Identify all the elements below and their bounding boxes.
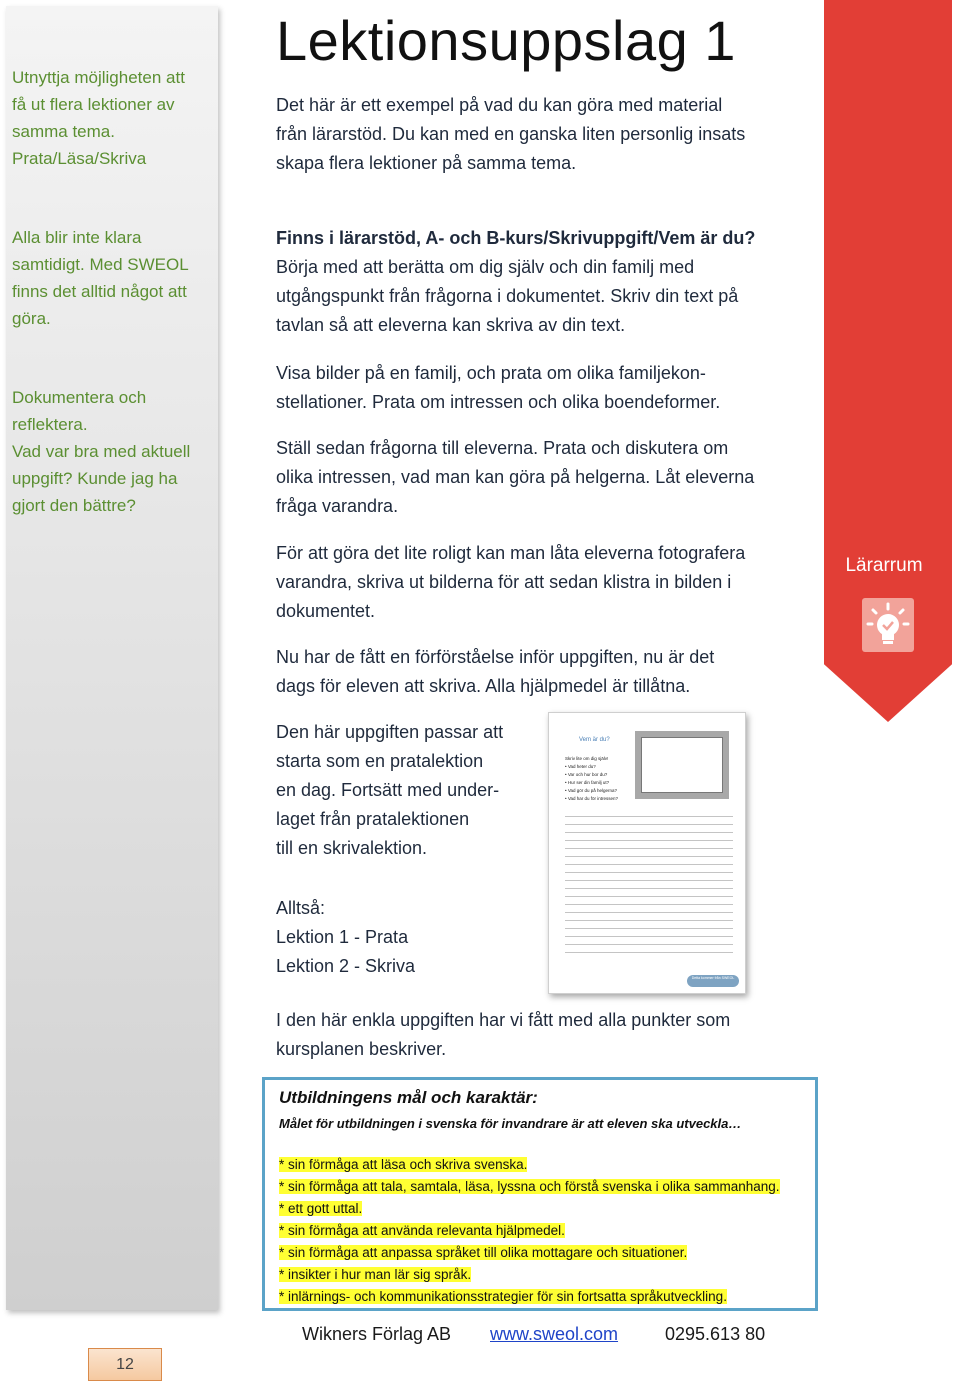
goal-item: * ett gott uttal. <box>279 1201 363 1216</box>
sidebar-note-themes: Utnyttja möjligheten att få ut flera lektioner av samma tema. Prata/Läsa/Skriva <box>12 68 185 168</box>
thumbnail-questions: Skriv lite om dig själv! • Vad heter du? • Var och hur bor du? • Hur ser din familj ut? • Vad gör du på helgerna? • Vad har du för intressen? <box>565 756 619 801</box>
sidebar-note-pace: Alla blir inte klara samtidigt. Med SWEOL finns det alltid något att göra. <box>12 228 189 328</box>
goal-item: * sin förmåga att tala, samtala, läsa, lyssna och förstå svenska i olika sammanhang. <box>279 1179 780 1194</box>
goal-item: * sin förmåga att använda relevanta hjälpmedel. <box>279 1223 565 1238</box>
writing-paragraph: Nu har de fått en förförståelse inför uppgiften, nu är det dags för eleven att skriva. Alla hjälpmedel är tillåtna. <box>276 647 715 696</box>
sidebar-note-reflect: Dokumentera och reflektera. Vad var bra med aktuell uppgift? Kunde jag ha gjort den bättre? <box>12 388 191 515</box>
footer-website-link[interactable]: www.sweol.com <box>490 1324 619 1344</box>
thumbnail-title: Vem är du? <box>579 737 610 743</box>
photo-paragraph: För att göra det lite roligt kan man låta eleverna fotografera varandra, skriva ut bilderna för att sedan klistra in bilden i dokumentet. <box>276 543 746 621</box>
questions-paragraph: Ställ sedan frågorna till eleverna. Prata och diskutera om olika intressen, vad man kan göra på helgerna. Låt eleverna fråga varandra. <box>276 438 755 516</box>
goals-title: Utbildningens mål och karaktär: <box>279 1088 538 1107</box>
goal-item: * inlärnings- och kommunikationsstrategier för sin fortsatta språkutveckling. <box>279 1289 727 1304</box>
page-title: Lektionsuppslag 1 <box>276 9 736 72</box>
page-number: 12 <box>88 1348 162 1381</box>
lesson-tip-paragraph: Den här uppgiften passar att starta som en pratalektion en dag. Fortsätt med under- laget från pratalektionen till en skrivalektion. <box>276 722 504 858</box>
goals-subtitle: Målet för utbildningen i svenska för invandrare är att eleven ska utveckla… <box>279 1116 742 1131</box>
goal-item: * insikter i hur man lär sig språk. <box>279 1267 472 1282</box>
photo-frame <box>635 731 729 799</box>
lesson-summary: Alltså: Lektion 1 - Prata Lektion 2 - Skriva <box>276 898 416 976</box>
source-paragraph: Finns i lärarstöd, A- och B-kurs/Skrivuppgift/Vem är du? Börja med att berätta om dig själv och din familj med utgångspunkt från frågorna i dokumentet. Skriv din text på tavlan så att eleverna kan skriva av din text. <box>276 224 806 340</box>
intro-paragraph: Det här är ett exempel på vad du kan göra med material från lärarstöd. Du kan med en ganska liten personlig insats skapa flera lektioner på samma tema. <box>276 95 746 173</box>
course-goals-box <box>262 1077 818 1311</box>
source-heading: Finns i lärarstöd, A- och B-kurs/Skrivuppgift/Vem är du? <box>276 228 756 248</box>
banner-label: Lärarrum <box>845 555 923 576</box>
sidebar <box>6 6 218 1310</box>
lightbulb-icon <box>862 598 914 652</box>
goal-item: * sin förmåga att anpassa språket till olika mottagare och situationer. <box>279 1245 688 1260</box>
worksheet-thumbnail <box>548 712 746 994</box>
curriculum-paragraph: I den här enkla uppgiften har vi fått med alla punkter som kursplanen beskriver. <box>276 1010 731 1059</box>
writing-lines <box>565 809 733 953</box>
family-paragraph: Visa bilder på en familj, och prata om olika familjekon- stellationer. Prata om intressen och olika boendeformer. <box>276 363 721 412</box>
footer-publisher: Wikners Förlag AB <box>302 1324 452 1344</box>
goal-item: * sin förmåga att läsa och skriva svenska. <box>279 1157 528 1172</box>
goals-list <box>279 1154 780 1308</box>
thumbnail-badge: Detta kommer från SWEOL <box>687 975 739 987</box>
footer-phone: 0295.613 80 <box>665 1324 766 1344</box>
